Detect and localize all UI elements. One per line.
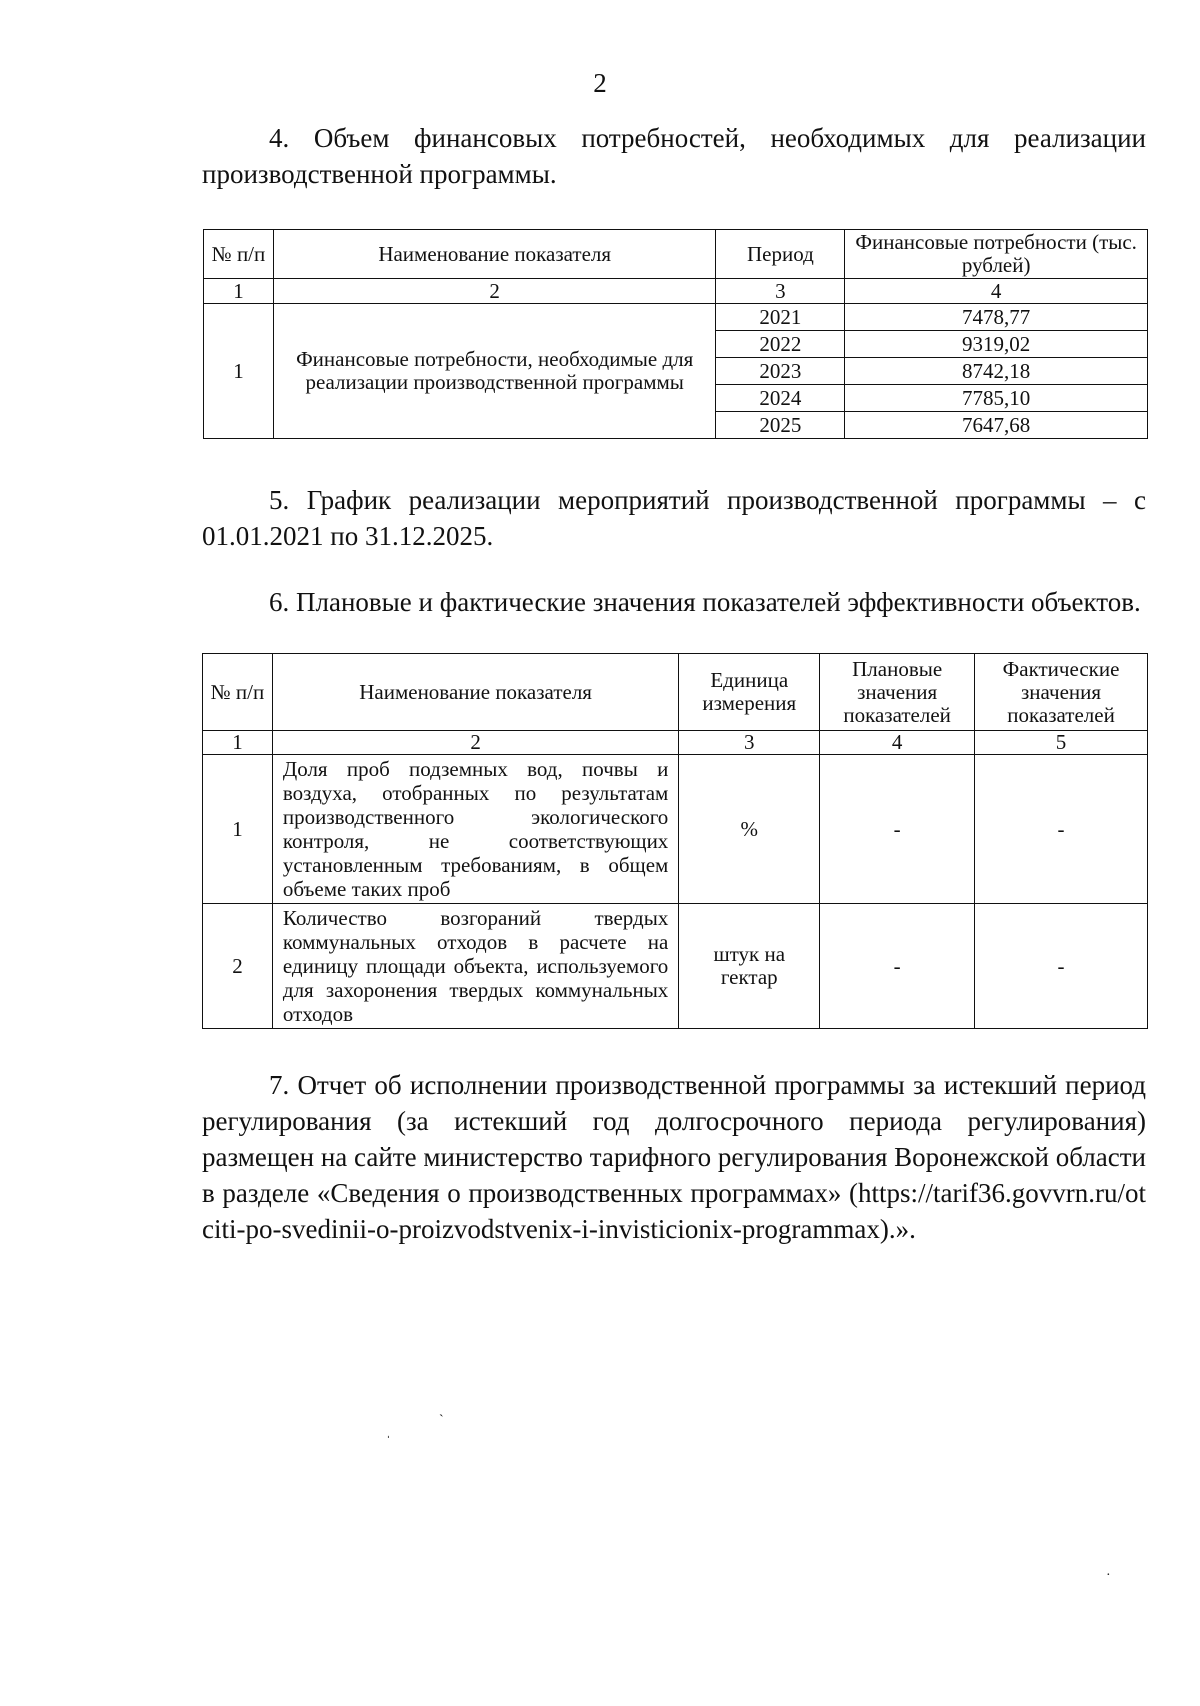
section-7-body: 7. Отчет об исполнении производственной программы за истекший период регулирования (за истекший год долгосрочного периода регулирования) размещен на сайте министерство тарифного регулирования Воронежской области в разделе «Сведения о производственных программах» bbox=[202, 1070, 1146, 1208]
scan-speck: · bbox=[1106, 1568, 1111, 1583]
table-row bbox=[204, 304, 1148, 331]
header-unit: Единица измерения bbox=[679, 654, 820, 731]
header-period: Период bbox=[716, 230, 845, 279]
header-num: № п/п bbox=[203, 654, 273, 731]
column-number-row bbox=[204, 279, 1148, 304]
row-num: 1 bbox=[204, 304, 274, 439]
col-number: 2 bbox=[272, 731, 678, 755]
col-number: 3 bbox=[679, 731, 820, 755]
scan-speck: ˌ bbox=[386, 1424, 391, 1439]
table-row bbox=[203, 755, 1148, 904]
period-year: 2021 bbox=[716, 304, 845, 331]
col-number: 3 bbox=[716, 279, 845, 304]
scan-speck: ˋ bbox=[439, 1413, 444, 1428]
row-actual: - bbox=[975, 755, 1148, 904]
row-planned: - bbox=[820, 904, 975, 1029]
period-year: 2024 bbox=[716, 385, 845, 412]
header-actual: Фактические значения показателей bbox=[975, 654, 1148, 731]
col-number: 1 bbox=[204, 279, 274, 304]
col-number: 2 bbox=[273, 279, 716, 304]
row-planned: - bbox=[820, 755, 975, 904]
col-number: 4 bbox=[820, 731, 975, 755]
column-number-row bbox=[203, 731, 1148, 755]
page-number: 2 bbox=[593, 68, 607, 98]
header-name: Наименование показателя bbox=[272, 654, 678, 731]
row-name: Доля проб подземных вод, почвы и воздуха, отобранных по результатам производственного экологического контроля, не соответствующих установленным требованиям, в общем объеме таких проб bbox=[272, 755, 678, 904]
needs-value: 7785,10 bbox=[845, 385, 1148, 412]
section-4-heading: 4. Объем финансовых потребностей, необходимых для реализации производственной программы. bbox=[202, 123, 1146, 189]
section-5-text: 5. График реализации мероприятий производственной программы – с 01.01.2021 по 31.12.2025. bbox=[202, 485, 1146, 551]
needs-value: 7478,77 bbox=[845, 304, 1148, 331]
table-row bbox=[203, 904, 1148, 1029]
row-name: Количество возгораний твердых коммунальных отходов в расчете на единицу площади объекта, используемого для захоронения твердых коммунальных отходов bbox=[272, 904, 678, 1029]
header-name: Наименование показателя bbox=[273, 230, 716, 279]
row-unit: % bbox=[679, 755, 820, 904]
row-actual: - bbox=[975, 904, 1148, 1029]
col-number: 5 bbox=[975, 731, 1148, 755]
table-header-row bbox=[203, 654, 1148, 731]
needs-value: 9319,02 bbox=[845, 331, 1148, 358]
report-url: (https://tarif36.govvrn.ru/otciti-po-svedinii-o-proizvodstvenix-i-invisticionix-programmax).». bbox=[202, 1178, 1146, 1244]
section-7-text bbox=[202, 1067, 1146, 1247]
header-needs: Финансовые потребности (тыс. рублей) bbox=[845, 230, 1148, 279]
col-number: 4 bbox=[845, 279, 1148, 304]
row-num: 2 bbox=[203, 904, 273, 1029]
col-number: 1 bbox=[203, 731, 273, 755]
header-num: № п/п bbox=[204, 230, 274, 279]
section-6-heading: 6. Плановые и фактические значения показателей эффективности объектов. bbox=[269, 587, 1141, 617]
row-name: Финансовые потребности, необходимые для реализации производственной программы bbox=[273, 304, 716, 439]
period-year: 2023 bbox=[716, 358, 845, 385]
table-header-row bbox=[204, 230, 1148, 279]
header-planned: Плановые значения показателей bbox=[820, 654, 975, 731]
period-year: 2022 bbox=[716, 331, 845, 358]
needs-value: 8742,18 bbox=[845, 358, 1148, 385]
period-year: 2025 bbox=[716, 412, 845, 439]
row-unit: штук на гектар bbox=[679, 904, 820, 1029]
financial-needs-table bbox=[203, 229, 1148, 439]
row-num: 1 bbox=[203, 755, 273, 904]
needs-value: 7647,68 bbox=[845, 412, 1148, 439]
efficiency-indicators-table bbox=[202, 653, 1148, 1029]
